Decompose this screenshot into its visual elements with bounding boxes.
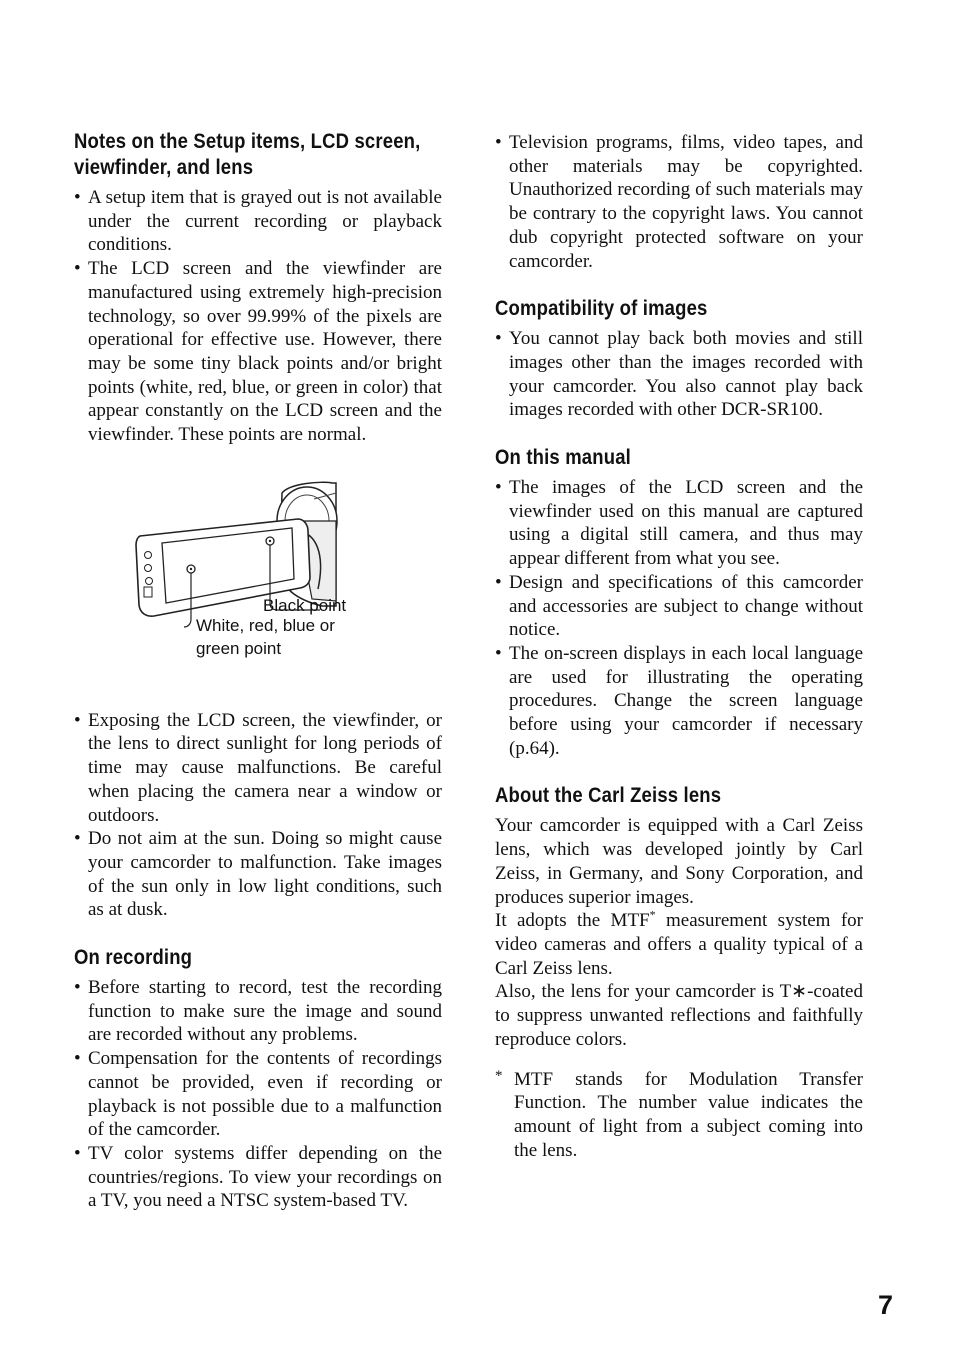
zeiss-paragraph-3: Also, the lens for your camcorder is T∗-coated to suppress unwanted reflections and faithfully reproduce colors.: [495, 981, 863, 1050]
label-colored-point-line2: green point: [196, 638, 282, 658]
footnote-reference: *: [649, 907, 656, 922]
notes-list-continued: [74, 709, 442, 922]
footnote-text: MTF stands for Modulation Transfer Function. The number value indicates the amount of light from a subject coming into the lens.: [514, 1068, 863, 1161]
footnote: [495, 1068, 863, 1163]
heading-on-recording: On recording: [74, 945, 193, 970]
list-item: • The on-screen displays in each local language are used for illustrating the operating procedures. Change the screen language before using your camcorder if necessary (p.64).: [495, 642, 863, 761]
label-black-point: Black point: [263, 595, 347, 615]
notes-list: [74, 186, 442, 447]
heading-notes-line2: viewfinder, and lens: [74, 155, 254, 179]
compatibility-list: [495, 327, 863, 422]
list-item: • Exposing the LCD screen, the viewfinder, or the lens to direct sunlight for long periods of time may cause malfunctions. Be careful when placing the camera near a window or outdoors.: [74, 709, 442, 828]
list-item: • Television programs, films, video tapes, and other materials may be copyrighted. Unauthorized recording of such materials may be contrary to the copyright laws. You cannot dub copyright protected software on your camcorder.: [495, 131, 863, 273]
list-item: • Design and specifications of this camcorder and accessories are subject to change without notice.: [495, 571, 863, 642]
list-item: • Before starting to record, test the recording function to make sure the image and sound are recorded without any problems.: [74, 976, 442, 1047]
right-column: [495, 131, 863, 1162]
copyright-list: [495, 131, 863, 273]
zeiss-p2-after: measurement system for video cameras and offers a quality typical of a Carl Zeiss lens.: [495, 910, 863, 979]
list-item: • Do not aim at the sun. Doing so might cause your camcorder to malfunction. Take images of the sun only in low light conditions, such as at dusk.: [74, 827, 442, 922]
zeiss-p2-before: It adopts the MTF: [495, 910, 650, 932]
heading-notes: [74, 128, 444, 180]
page-number: 7: [878, 1290, 894, 1320]
footnote-mark: *: [495, 1067, 503, 1084]
list-item: • Compensation for the contents of recordings cannot be provided, even if recording or playback is not possible due to a malfunction of the camcorder.: [74, 1047, 442, 1142]
label-colored-point-line1: White, red, blue or: [196, 615, 335, 635]
zeiss-paragraph-2: [495, 909, 863, 980]
lcd-figure: [74, 447, 442, 709]
left-column: [74, 128, 442, 1213]
list-item: • TV color systems differ depending on the countries/regions. To view your recordings on a TV, you need a NTSC system-based TV.: [74, 1142, 442, 1213]
list-item: • A setup item that is grayed out is not available under the current recording or playback conditions.: [74, 186, 442, 257]
manual-list: [495, 476, 863, 760]
list-item: • The images of the LCD screen and the viewfinder used on this manual are captured using a digital still camera, and thus may appear different from what you see.: [495, 476, 863, 571]
recording-list: [74, 976, 442, 1213]
heading-carl-zeiss: About the Carl Zeiss lens: [495, 783, 722, 808]
heading-on-this-manual: On this manual: [495, 445, 631, 470]
list-item: • The LCD screen and the viewfinder are manufactured using extremely high-precision technology, so over 99.99% of the pixels are operational for effective use. However, there may be some tiny black points and/or bright points (white, red, blue, or green in color) that appear constantly on the LCD screen and the viewfinder. These points are normal.: [74, 257, 442, 447]
heading-compatibility: Compatibility of images: [495, 296, 708, 321]
list-item: • You cannot play back both movies and still images other than the images recorded with your camcorder. You also cannot play back images recorded with other DCR-SR100.: [495, 327, 863, 422]
heading-notes-line1: Notes on the Setup items, LCD screen,: [74, 129, 421, 153]
zeiss-paragraph-1: Your camcorder is equipped with a Carl Zeiss lens, which was developed jointly by Carl Zeiss, in Germany, and Sony Corporation, and produces superior images.: [495, 815, 863, 908]
